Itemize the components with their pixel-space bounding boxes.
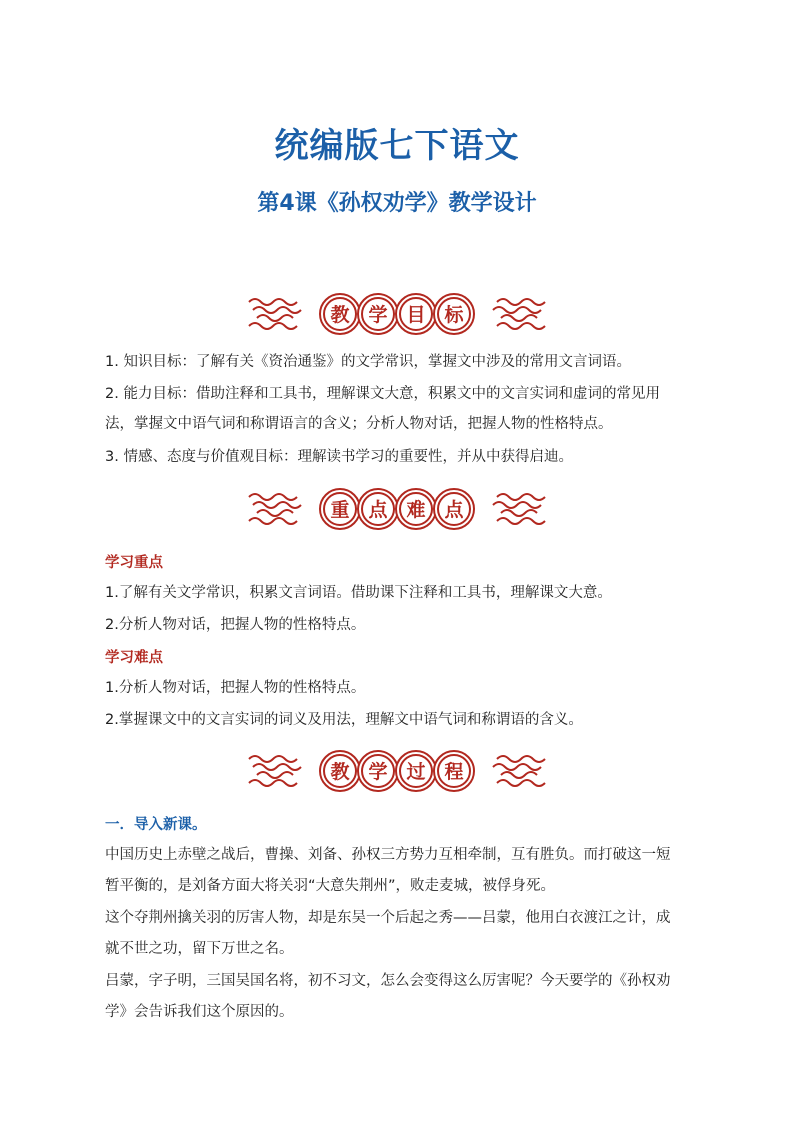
wave-left-icon bbox=[249, 756, 301, 786]
banner-key-points-graphic bbox=[247, 483, 547, 535]
focus-item-1: 1.了解有关文学常识，积累文言词语。借助课下注释和工具书，理解课文大意。 bbox=[105, 585, 612, 601]
difficulty-item-1: 1.分析人物对话，把握人物的性格特点。 bbox=[105, 680, 366, 696]
banner-char: 难 bbox=[406, 499, 426, 521]
banner-char: 学 bbox=[368, 761, 388, 783]
banner-char: 点 bbox=[444, 499, 464, 521]
banner-process-graphic bbox=[247, 745, 547, 797]
wave-left-icon bbox=[249, 494, 301, 524]
banner-char: 教 bbox=[330, 304, 350, 326]
focus-item-2: 2.分析人物对话，把握人物的性格特点。 bbox=[105, 617, 366, 633]
intro-para-1-text: 中国历史上赤壁之战后，曹操、刘备、孙权三方势力互相牵制，互有胜负。而打破这一短 bbox=[105, 847, 671, 863]
section-heading-intro: 一．导入新课。 bbox=[105, 817, 207, 833]
wave-left-icon bbox=[249, 299, 301, 329]
banner-char: 目 bbox=[406, 304, 426, 326]
objective-item-2-line2: 法，掌握文中语气词和称谓语言的含义；分析人物对话，把握人物的性格特点。 bbox=[105, 416, 613, 432]
banner-char: 重 bbox=[330, 499, 350, 521]
wave-right-icon bbox=[493, 756, 545, 786]
intro-para-2-line2: 就不世之功，留下万世之名。 bbox=[105, 941, 294, 957]
difficulty-heading: 学习难点 bbox=[105, 650, 163, 666]
intro-para-1-line2: 暂平衡的，是刘备方面大将关羽“大意失荆州”，败走麦城，被俘身死。 bbox=[105, 878, 556, 894]
banner-objectives bbox=[0, 288, 794, 340]
banner-char: 点 bbox=[368, 499, 388, 521]
banner-char: 教 bbox=[330, 761, 350, 783]
objective-item-1: 1. 知识目标：了解有关《资治通鉴》的文学常识，掌握文中涉及的常用文言词语。 bbox=[105, 354, 631, 370]
intro-para-1-line1 bbox=[105, 840, 725, 870]
focus-heading: 学习重点 bbox=[105, 555, 163, 571]
banner-char: 程 bbox=[444, 761, 464, 783]
intro-para-3-line2: 学》会告诉我们这个原因的。 bbox=[105, 1004, 294, 1020]
banner-process bbox=[0, 745, 794, 797]
document-title: 统编版七下语文 bbox=[274, 126, 520, 166]
document-subtitle: 第4课《孙权劝学》教学设计 bbox=[257, 191, 537, 216]
wave-right-icon bbox=[493, 494, 545, 524]
banner-key-points bbox=[0, 483, 794, 535]
wave-right-icon bbox=[493, 299, 545, 329]
banner-char: 过 bbox=[406, 761, 426, 783]
banner-objectives-graphic bbox=[247, 288, 547, 340]
intro-para-2-line1: 这个夺荆州擒关羽的厉害人物，却是东吴一个后起之秀——吕蒙，他用白衣渡江之计，成 bbox=[105, 910, 671, 926]
objective-item-2-line1: 2. 能力目标：借助注释和工具书，理解课文大意，积累文中的文言实词和虚词的常见用 bbox=[105, 386, 660, 402]
intro-para-3-line1: 吕蒙，字子明，三国吴国名将，初不习文，怎么会变得这么厉害呢？今天要学的《孙权劝 bbox=[105, 973, 671, 989]
difficulty-item-2: 2.掌握课文中的文言实词的词义及用法，理解文中语气词和称谓语的含义。 bbox=[105, 712, 583, 728]
banner-char: 学 bbox=[368, 304, 388, 326]
banner-char: 标 bbox=[444, 304, 464, 326]
objective-item-3: 3. 情感、态度与价值观目标：理解读书学习的重要性，并从中获得启迪。 bbox=[105, 449, 573, 465]
